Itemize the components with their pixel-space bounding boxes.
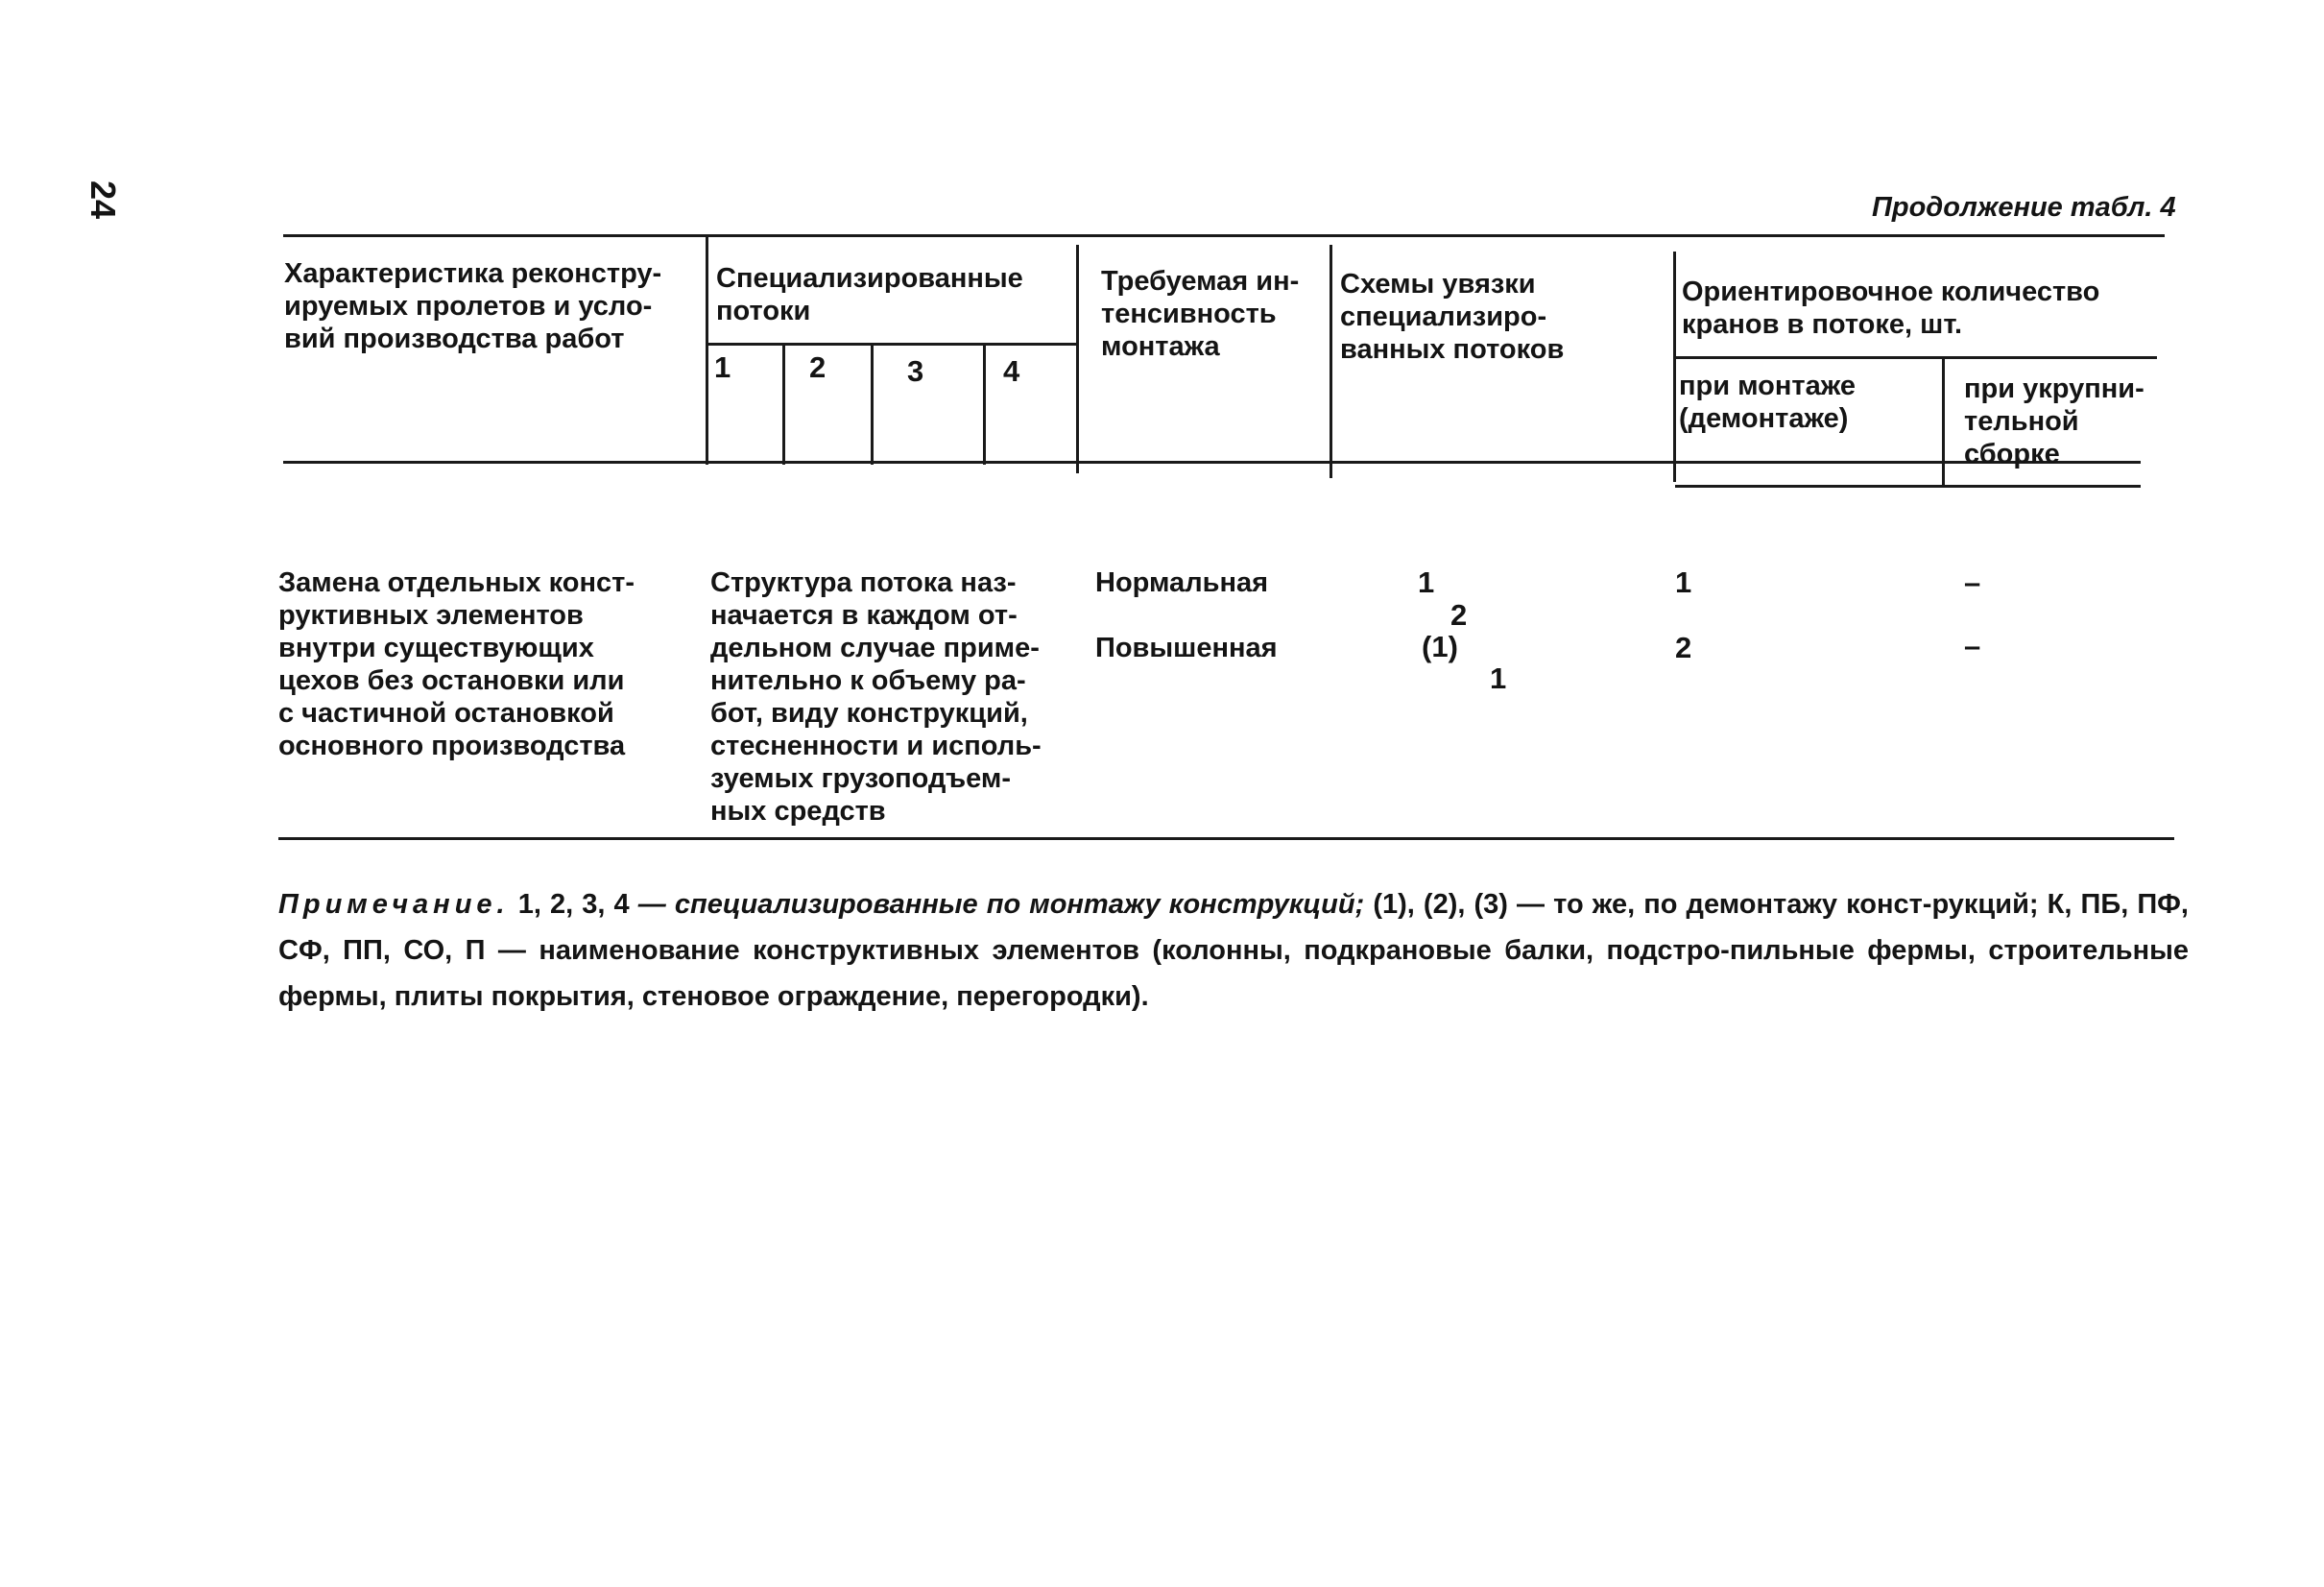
table-bottom-border	[278, 837, 2174, 840]
row-flows-structure: Структура потока наз- начается в каждом от- дельном случае приме- нительно к объему ра- бот, виду конструкций, стесненности и исполь- зуемых грузоподъем- ных средств	[710, 567, 1042, 827]
table-continuation-caption: Продолжение табл. 4	[1872, 192, 2176, 223]
note-text-3: (1), (2), (3)	[1373, 889, 1508, 920]
header-specialized-flows: Специализированные потоки	[716, 263, 1023, 326]
col-divider-2	[1076, 245, 1079, 473]
header-flow-1: 1	[714, 350, 731, 384]
row-scheme-3: (1)	[1422, 630, 1458, 663]
col-divider-1	[706, 234, 708, 465]
note-text-1: 1, 2, 3, 4	[517, 889, 630, 920]
note-text-4: — то же, по демонтажу конст-рукций; К, ПБ, ПФ, СФ, ПП, СО, П — наименование конструктивных элементов (колонны, подкрановые балки, подстро-пильные фермы, строительные фермы, плиты покрытия, стеновое ограждение, перегородки).	[278, 889, 2189, 1012]
col-divider-4	[1673, 252, 1676, 482]
note-text-2: — специализированные по монтажу конструкций;	[629, 889, 1374, 920]
row-scheme-1: 1	[1418, 565, 1435, 599]
header-required-intensity: Требуемая ин- тенсивность монтажа	[1101, 266, 1300, 362]
row-crane-assembly-1: –	[1964, 565, 1981, 599]
header-crane-mounting: при монтаже (демонтаже)	[1679, 371, 1857, 434]
header-bottom-border	[283, 461, 2141, 464]
row-intensity-normal: Нормальная	[1095, 567, 1269, 598]
flows-subheader-line	[707, 343, 1077, 346]
row-intensity-high: Повышенная	[1095, 633, 1278, 663]
row-characteristic: Замена отдельных конст- руктивных элементов внутри существующих цехов без остановки или с частичной остановкой основного производства	[278, 567, 635, 761]
col-divider-3	[1330, 245, 1332, 478]
table-top-border	[283, 234, 2165, 237]
page-number: 24	[84, 180, 123, 220]
header-flow-2: 2	[809, 350, 827, 384]
row-crane-mount-1: 1	[1675, 565, 1692, 599]
row-scheme-4: 1	[1490, 661, 1507, 695]
row-crane-assembly-2: –	[1964, 629, 1981, 662]
col-divider-crane	[1942, 356, 1945, 487]
table-note	[278, 881, 2189, 1020]
crane-subheader-line	[1675, 356, 2157, 359]
col-divider-flow-4	[983, 343, 986, 465]
col-divider-flow-2	[782, 343, 785, 465]
note-label: Примечание.	[278, 889, 510, 920]
header-crane-assembly: при укрупни- тельной сборке	[1964, 373, 2144, 469]
header-crane-count: Ориентировочное количество кранов в потоке, шт.	[1682, 277, 2100, 340]
header-bottom-border-right	[1675, 485, 2141, 488]
header-flow-3: 3	[907, 354, 924, 388]
row-crane-mount-2: 2	[1675, 631, 1692, 664]
col-divider-flow-3	[871, 343, 874, 465]
header-linkage-schemes: Схемы увязки специализиро- ванных потоков	[1340, 269, 1565, 365]
header-flow-4: 4	[1003, 354, 1020, 388]
row-scheme-2: 2	[1450, 598, 1468, 632]
header-characteristic: Характеристика реконстру- ируемых пролетов и усло- вий производства работ	[284, 258, 662, 354]
